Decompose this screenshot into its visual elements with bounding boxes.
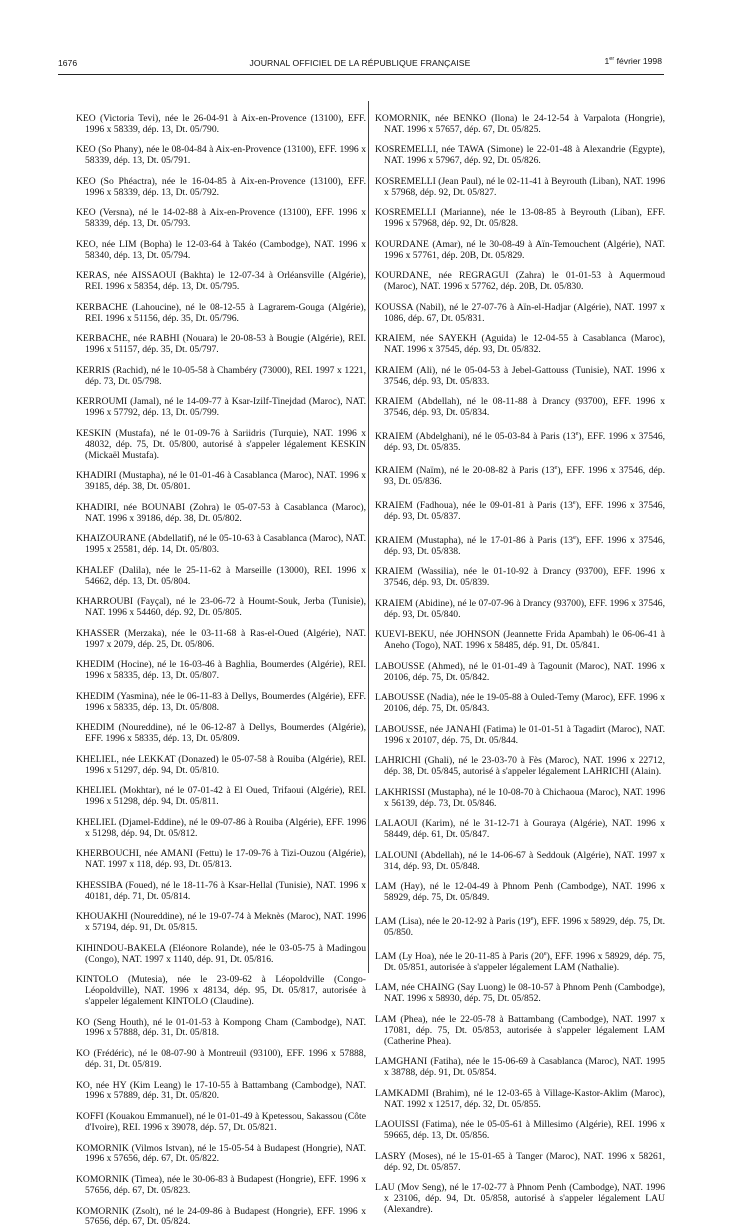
register-entry: KIHINDOU-BAKELA (Eléonore Rolande), née le 03-05-75 à Madingou (Congo), NAT. 1997 x 1140, dép. 91, Dt. 05/816. <box>76 942 366 965</box>
register-entry: KINTOLO (Mutesia), née le 23-09-62 à Léopoldville (Congo-Léopoldville), NAT. 1996 x 48134, dép. 95, Dt. 05/817, autorisée à s'appeler légalement KINTOLO (Claudine). <box>76 974 366 1007</box>
register-entry: KO, née HY (Kim Leang) le 17-10-55 à Battambang (Cambodge), NAT. 1996 x 57889, dép. 31, Dt. 05/820. <box>76 1079 366 1102</box>
register-entry: KRAIEM (Naïm), né le 20-08-82 à Paris (13e), EFF. 1996 x 37546, dép. 93, Dt. 05/836. <box>375 464 665 488</box>
page-number: 1676 <box>58 58 78 68</box>
register-entry: KRAIEM (Fadhoua), née le 09-01-81 à Paris (13e), EFF. 1996 x 37546, dép. 93, Dt. 05/837. <box>375 498 665 523</box>
register-entry: KUEVI-BEKU, née JOHNSON (Jeannette Frida Apambah) le 06-06-41 à Aneho (Togo), NAT. 1996 x 58485, dép. 91, Dt. 05/841. <box>375 629 665 652</box>
register-entry: KHADIRI, née BOUNABI (Zohra) le 05-07-53 à Casablanca (Maroc), NAT. 1996 x 39186, dép. 38, Dt. 05/802. <box>76 501 366 524</box>
register-entry: KHEDIM (Yasmina), née le 06-11-83 à Dellys, Boumerdes (Algérie), EFF. 1996 x 58335, dép. 13, Dt. 05/808. <box>76 690 366 713</box>
register-entry: KOSREMELLI (Jean Paul), né le 02-11-41 à Beyrouth (Liban), NAT. 1996 x 57968, dép. 92, Dt. 05/827. <box>375 175 665 198</box>
register-entry: KHALEF (Dalila), née le 25-11-62 à Marseille (13000), REI. 1996 x 54662, dép. 13, Dt. 05/804. <box>76 564 366 587</box>
register-entry: LAOUISSI (Fatima), née le 05-05-61 à Millesimo (Algérie), REI. 1996 x 59665, dép. 13, Dt. 05/856. <box>375 1119 665 1142</box>
register-entry: LAU (Mov Seng), né le 17-02-77 à Phnom Penh (Cambodge), NAT. 1996 x 23106, dép. 94, Dt. 05/858, autorisé à s'appeler légalement LAU (Alexandre). <box>375 1182 665 1216</box>
register-entry: KOURDANE, née REGRAGUI (Zahra) le 01-01-53 à Aquermoud (Maroc), NAT. 1996 x 57762, dép. 20B, Dt. 05/830. <box>375 270 665 293</box>
register-entry: KERRIS (Rachid), né le 10-05-58 à Chambéry (73000), REI. 1997 x 1221, dép. 73, Dt. 05/798. <box>76 364 366 387</box>
register-entry: LABOUSSE (Nadia), née le 19-05-88 à Ouled-Temy (Maroc), EFF. 1996 x 20106, dép. 75, Dt. 05/843. <box>375 692 665 715</box>
register-entry: KHASSER (Merzaka), née le 03-11-68 à Ras-el-Oued (Algérie), NAT. 1997 x 2079, dép. 25, Dt. 05/806. <box>76 627 366 650</box>
register-entry: KO (Seng Houth), né le 01-01-53 à Kompong Cham (Cambodge), NAT. 1996 x 57888, dép. 31, Dt. 05/818. <box>76 1016 366 1039</box>
register-entry: KRAIEM (Abidine), né le 07-07-96 à Drancy (93700), EFF. 1996 x 37546, dép. 93, Dt. 05/840. <box>375 597 665 620</box>
register-entry: KHELIEL (Mokhtar), né le 07-01-42 à El Oued, Trifaoui (Algérie), REI. 1996 x 51298, dép. 94, Dt. 05/811. <box>76 785 366 807</box>
register-entry: KRAIEM (Abdellah), né le 08-11-88 à Drancy (93700), EFF. 1996 x 37546, dép. 93, Dt. 05/834. <box>375 396 665 419</box>
register-entry: KHOUAKHI (Noureddine), né le 19-07-74 à Meknès (Maroc), NAT. 1996 x 57194, dép. 91, Dt. 05/815. <box>76 911 366 933</box>
register-entry: KHAIZOURANE (Abdellatif), né le 05-10-63 à Casablanca (Maroc), NAT. 1995 x 25581, dép. 14, Dt. 05/803. <box>76 533 366 555</box>
register-entry: KO (Frédéric), né le 08-07-90 à Montreuil (93100), EFF. 1996 x 57888, dép. 31, Dt. 05/819. <box>76 1048 366 1070</box>
register-entry: KERBACHE, née RABHI (Nouara) le 20-08-53 à Bougie (Algérie), REI. 1996 x 51157, dép. 35, Dt. 05/797. <box>76 333 366 356</box>
register-entry: KOSREMELLI, née TAWA (Simone) le 22-01-48 à Alexandrie (Egypte), NAT. 1996 x 57967, dép. 92, Dt. 05/826. <box>375 144 665 167</box>
journal-title: JOURNAL OFFICIEL DE LA RÉPUBLIQUE FRANÇAISE <box>249 58 471 68</box>
register-entry: KEO (So Phany), née le 08-04-84 à Aix-en-Provence (13100), EFF. 1996 x 58339, dép. 13, Dt. 05/791. <box>76 144 366 167</box>
register-entry: LALOUNI (Abdellah), né le 14-06-67 à Seddouk (Algérie), NAT. 1997 x 314, dép. 93, Dt. 05/848. <box>375 849 665 872</box>
register-entry: LAM (Lisa), née le 20-12-92 à Paris (19e), EFF. 1996 x 58929, dép. 75, Dt. 05/850. <box>375 914 665 938</box>
register-entry: LAHRICHI (Ghali), né le 23-03-70 à Fès (Maroc), NAT. 1996 x 22712, dép. 38, Dt. 05/845, autorisé à s'appeler légalement LAHRICHI (Alain). <box>375 755 665 778</box>
register-entry: KHERBOUCHI, née AMANI (Fettu) le 17-09-76 à Tizi-Ouzou (Algérie), NAT. 1997 x 118, dép. 93, Dt. 05/813. <box>76 848 366 870</box>
register-entry: LAM, née CHAING (Say Luong) le 08-10-57 à Phnom Penh (Cambodge), NAT. 1996 x 58930, dép. 75, Dt. 05/852. <box>375 982 665 1005</box>
register-entry: KHADIRI (Mustapha), né le 01-01-46 à Casablanca (Maroc), NAT. 1996 x 39185, dép. 38, Dt. 05/801. <box>76 470 366 492</box>
register-entry: KERBACHE (Lahoucine), né le 08-12-55 à Lagrarem-Gouga (Algérie), REI. 1996 x 51156, dép. 35, Dt. 05/796. <box>76 301 366 324</box>
register-entry: KOMORNIK (Vilmos Istvan), né le 15-05-54 à Budapest (Hongrie), NAT. 1996 x 57656, dép. 67, Dt. 05/822. <box>76 1142 366 1165</box>
register-entry: LALAOUI (Karim), né le 31-12-71 à Gouraya (Algérie), NAT. 1996 x 58449, dép. 61, Dt. 05/847. <box>375 818 665 841</box>
register-entry: KOFFI (Kouakou Emmanuel), né le 01-01-49 à Kpetessou, Sakassou (Côte d'Ivoire), REI. 1996 x 39078, dép. 57, Dt. 05/821. <box>76 1111 366 1133</box>
register-entry: KHARROUBI (Fayçal), né le 23-06-72 à Houmt-Souk, Jerba (Tunisie), NAT. 1996 x 54460, dép. 92, Dt. 05/805. <box>76 596 366 618</box>
register-entry: KHESSIBA (Foued), né le 18-11-76 à Ksar-Hellal (Tunisie), NAT. 1996 x 40181, dép. 71, Dt. 05/814. <box>76 879 366 902</box>
register-entry: LASRY (Moses), né le 15-01-65 à Tanger (Maroc), NAT. 1996 x 58261, dép. 92, Dt. 05/857. <box>375 1150 665 1173</box>
register-entry: KEO (So Phéactra), née le 16-04-85 à Aix-en-Provence (13100), EFF. 1996 x 58339, dép. 13, Dt. 05/792. <box>76 175 366 198</box>
register-entry: KHELIEL (Djamel-Eddine), né le 09-07-86 à Rouiba (Algérie), EFF. 1996 x 51298, dép. 94, Dt. 05/812. <box>76 816 366 839</box>
register-entry: KRAIEM (Mustapha), né le 17-01-86 à Paris (13e), EFF. 1996 x 37546, dép. 93, Dt. 05/838. <box>375 533 666 557</box>
register-entry: KRAIEM (Abdelghani), né le 05-03-84 à Paris (13e), EFF. 1996 x 37546, dép. 93, Dt. 05/835. <box>375 429 666 453</box>
header-rule <box>58 74 664 75</box>
register-entry: LAMGHANI (Fatiha), née le 15-06-69 à Casablanca (Maroc), NAT. 1995 x 38788, dép. 91, Dt. 05/854. <box>375 1056 665 1079</box>
register-entry: KRAIEM (Wassilia), née le 01-10-92 à Drancy (93700), EFF. 1996 x 37546, dép. 93, Dt. 05/839. <box>375 566 665 589</box>
register-entry: KOMORNIK, née BENKO (Ilona) le 24-12-54 à Varpalota (Hongrie), NAT. 1996 x 57657, dép. 67, Dt. 05/825. <box>375 112 665 135</box>
register-entry: KOUSSA (Nabil), né le 27-07-76 à Aïn-el-Hadjar (Algérie), NAT. 1997 x 1086, dép. 67, Dt. 05/831. <box>375 301 665 324</box>
register-entry: LAKHRISSI (Mustapha), né le 10-08-70 à Chichaoua (Maroc), NAT. 1996 x 56139, dép. 73, Dt. 05/846. <box>375 786 665 809</box>
register-entry: KHEDIM (Noureddine), né le 06-12-87 à Dellys, Boumerdes (Algérie), EFF. 1996 x 58335, dép. 13, Dt. 05/809. <box>76 722 366 744</box>
register-entry: KERAS, née AISSAOUI (Bakhta) le 12-07-34 à Orléansville (Algérie), REI. 1996 x 58354, dép. 13, Dt. 05/795. <box>76 270 366 293</box>
register-entry: LABOUSSE, née JANAHI (Fatima) le 01-01-51 à Tagadirt (Maroc), NAT. 1996 x 20107, dép. 75, Dt. 05/844. <box>375 723 665 746</box>
register-entry: KESKIN (Mustafa), né le 01-09-76 à Sariidris (Turquie), NAT. 1996 x 48032, dép. 75, Dt. 05/800, autorisé à s'appeler légalement KESKIN (Mickaël Mustafa). <box>76 427 366 461</box>
register-entry: KOMORNIK (Zsolt), né le 24-09-86 à Budapest (Hongrie), EFF. 1996 x 57656, dép. 67, Dt. 05/824. <box>76 1205 366 1228</box>
register-entry: KRAIEM, née SAYEKH (Aguida) le 12-04-55 à Casablanca (Maroc), NAT. 1996 x 37545, dép. 93, Dt. 05/832. <box>375 333 665 356</box>
left-column <box>76 104 366 1230</box>
register-entry: KRAIEM (Ali), né le 05-04-53 à Jebel-Gattouss (Tunisie), NAT. 1996 x 37546, dép. 93, Dt. 05/833. <box>375 364 665 387</box>
register-entry: KEO (Victoria Tevi), née le 26-04-91 à Aix-en-Provence (13100), EFF. 1996 x 58339, dép. 13, Dt. 05/790. <box>76 112 366 135</box>
register-entry: LAM (Hay), né le 12-04-49 à Phnom Penh (Cambodge), NAT. 1996 x 58929, dép. 75, Dt. 05/849. <box>375 881 665 904</box>
register-entry: KHEDIM (Hocine), né le 16-03-46 à Baghlia, Boumerdes (Algérie), REI. 1996 x 58335, dép. 13, Dt. 05/807. <box>76 659 366 681</box>
register-entry: KEO, née LIM (Bopha) le 12-03-64 à Takéo (Cambodge), NAT. 1996 x 58340, dép. 13, Dt. 05/794. <box>76 238 366 261</box>
register-entry: LAM (Phea), née le 22-05-78 à Battambang (Cambodge), NAT. 1997 x 17081, dép. 75, Dt. 05/853, autorisée à s'appeler légalement LAM (Catherine Phea). <box>375 1013 665 1047</box>
register-entry: LAM (Ly Hoa), née le 20-11-85 à Paris (20e), EFF. 1996 x 58929, dép. 75, Dt. 05/851, autorisée à s'appeler légalement LAM (Nathalie). <box>375 949 665 973</box>
column-divider <box>368 101 369 973</box>
register-entry: KEO (Versna), né le 14-02-88 à Aix-en-Provence (13100), EFF. 1996 x 58339, dép. 13, Dt. 05/793. <box>76 207 366 230</box>
right-column <box>375 104 665 1217</box>
register-entry: KHELIEL, née LEKKAT (Donazed) le 05-07-58 à Rouiba (Algérie), REI. 1996 x 51297, dép. 94, Dt. 05/810. <box>76 753 366 776</box>
register-entry: LAMKADMI (Brahim), né le 12-03-65 à Village-Kastor-Aklim (Maroc), NAT. 1992 x 12517, dép. 32, Dt. 05/855. <box>375 1087 665 1110</box>
page-header <box>58 55 662 71</box>
register-entry: KOSREMELLI (Marianne), née le 13-08-85 à Beyrouth (Liban), EFF. 1996 x 57968, dép. 92, Dt. 05/828. <box>375 207 665 230</box>
register-entry: KOURDANE (Amar), né le 30-08-49 à Aïn-Temouchent (Algérie), NAT. 1996 x 57761, dép. 20B, Dt. 05/829. <box>375 238 665 261</box>
issue-date: 1er février 1998 <box>604 56 662 66</box>
register-entry: LABOUSSE (Ahmed), né le 01-01-49 à Tagounit (Maroc), NAT. 1996 x 20106, dép. 75, Dt. 05/842. <box>375 660 665 683</box>
register-entry: KERROUMI (Jamal), né le 14-09-77 à Ksar-Izilf-Tinejdad (Maroc), NAT. 1996 x 57792, dép. 13, Dt. 05/799. <box>76 396 366 419</box>
register-entry: KOMORNIK (Timea), née le 30-06-83 à Budapest (Hongrie), EFF. 1996 x 57656, dép. 67, Dt. 05/823. <box>76 1174 366 1196</box>
